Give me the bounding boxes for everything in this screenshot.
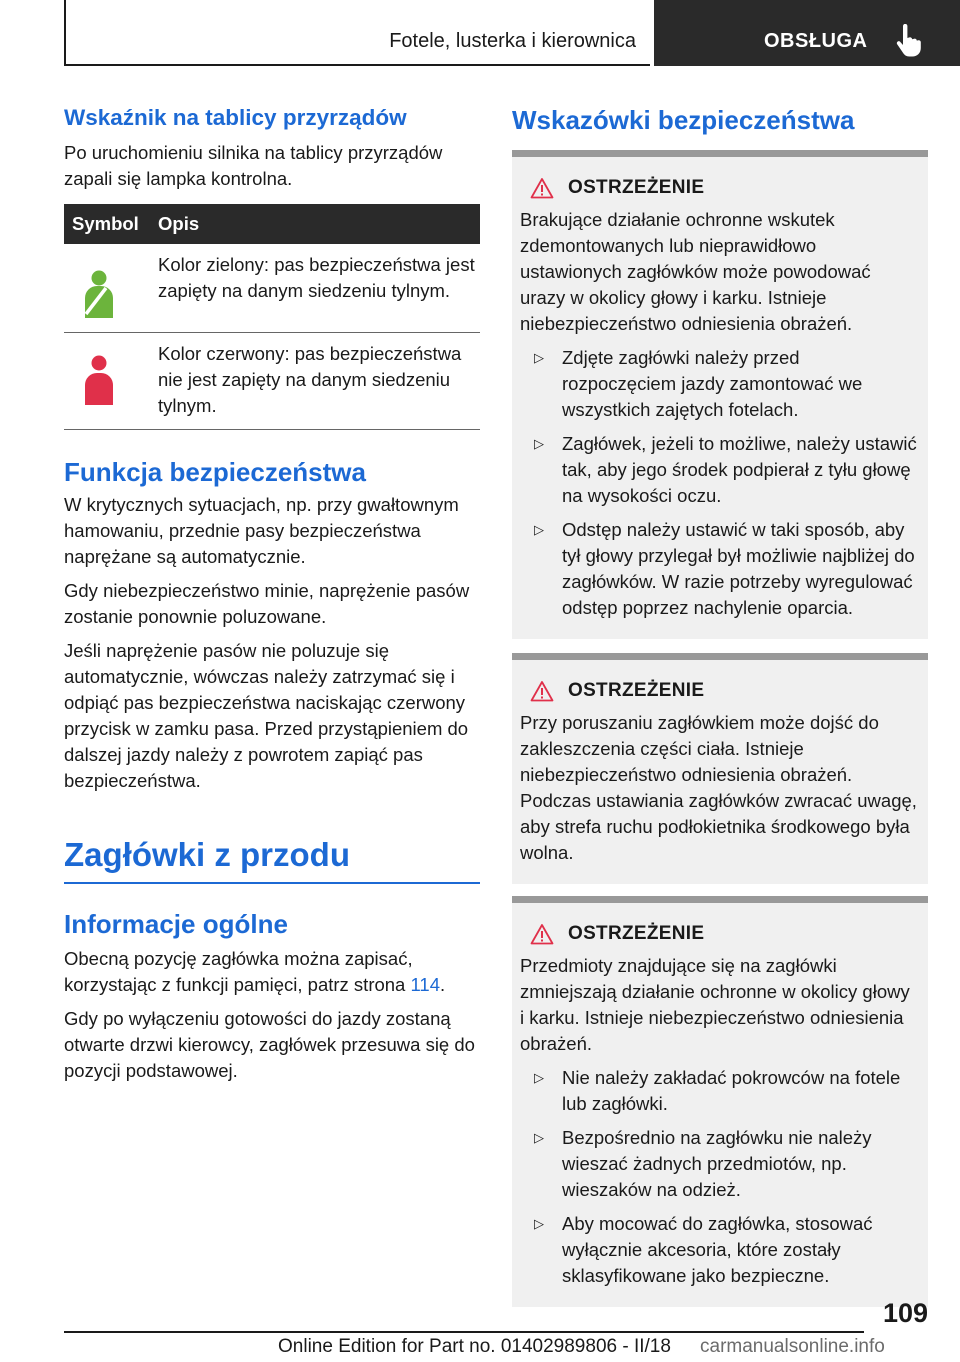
warning-title-text: OSTRZEŻENIE (568, 923, 705, 944)
warning-triangle-icon (530, 923, 554, 945)
warning-title-text: OSTRZEŻENIE (568, 177, 705, 198)
indicator-text: Po uruchomieniu silnika na tablicy przyrządów zapali się lampka kontrolna. (64, 142, 443, 189)
list-item-text: Nie należy zakładać pokrowców na fotele lub zagłówki. (562, 1067, 901, 1114)
table-header-symbol: Symbol (64, 204, 150, 244)
general-paragraph-1-end: . (440, 973, 446, 995)
list-item (520, 1211, 918, 1289)
seatbelt-red-icon (82, 355, 116, 405)
list-item-text: Zagłówek, jeżeli to możliwe, należy ustawić tak, aby jego środek podpierał z tyłu głowę na wysokości oczu. (562, 433, 917, 506)
list-item (520, 345, 918, 423)
warning-triangle-icon (530, 177, 554, 199)
footer-edition: Online Edition for Part no. 01402989806 - II/18 (278, 1336, 671, 1357)
list-item-text: Aby mocować do zagłówka, stosować wyłącznie akcesoria, które zostały sklasyfikowane jako bezpieczne. (562, 1213, 873, 1286)
list-item (520, 517, 918, 621)
warning-box (512, 896, 928, 1307)
headrest-heading: Zagłówki z przodu (64, 835, 350, 873)
list-item (520, 1065, 918, 1117)
table-row (64, 244, 480, 332)
table-cell-symbol (64, 244, 150, 332)
table-header-row (64, 204, 480, 244)
warning-triangle-icon (530, 680, 554, 702)
heading-rule (64, 882, 480, 884)
table-header-description: Opis (150, 204, 480, 244)
header-tab[interactable] (654, 0, 960, 66)
general-info-heading: Informacje ogólne (64, 908, 288, 939)
warning-title (520, 921, 918, 947)
header-section-title: Fotele, lusterka i kierownica (389, 30, 636, 52)
safety-heading: Funkcja bezpieczeństwa (64, 456, 366, 487)
bullet-triangle-icon: ▷ (534, 350, 544, 365)
warning-text: Brakujące działanie ochronne wskutek zdemontowanych lub nieprawidłowo ustawionych zagłówków może powodować urazy w okolicy głowy i karku. Istnieje niebezpieczeństwo odniesienia obrażeń. (520, 209, 871, 334)
table-cell-description: Kolor zielony: pas bezpieczeństwa jest zapięty na danym siedzeniu tylnym. (150, 244, 480, 332)
indicator-heading: Wskaźnik na tablicy przyrządów (64, 105, 407, 130)
right-column (512, 104, 928, 1307)
warning-box (512, 653, 928, 884)
general-paragraph-2: Gdy po wyłączeniu gotowości do jazdy zostaną otwarte drzwi kierowcy, zagłówek przesuwa się do pozycji podstawowej. (64, 1007, 475, 1081)
symbol-table (64, 204, 480, 430)
list-item-text: Zdjęte zagłówki należy przed rozpoczęciem jazdy zamontować we wszystkich zajętych fotelach. (562, 347, 863, 420)
table-cell-symbol (64, 332, 150, 429)
hand-pointing-icon (894, 24, 922, 58)
warning-text: Przedmioty znajdujące się na zagłówki zmniejszają działanie ochronne w okolicy głowy i karku. Istnieje niebezpieczeństwo odniesienia obrażeń. (520, 955, 910, 1054)
table-row (64, 332, 480, 429)
left-column (64, 104, 480, 1084)
page-number: 109 (882, 1298, 928, 1328)
safety-paragraph-2: Gdy niebezpieczeństwo minie, naprężenie pasów zostanie ponownie poluzowane. (64, 579, 470, 627)
safety-paragraph-3: Jeśli naprężenie pasów nie poluzuje się automatycznie, wówczas należy zatrzymać się i odpiąć pas bezpieczeństwa naciskając czerwony przycisk w zamku pasa. Przed przystąpieniem do dalszej jazdy należy z powrotem zapiąć pas bezpieczeństwa. (64, 639, 469, 791)
list-item-text: Bezpośrednio na zagłówku nie należy wieszać żadnych przedmiotów, np. wieszaków na odzież. (562, 1127, 872, 1200)
bullet-triangle-icon: ▷ (534, 1216, 544, 1231)
general-paragraph-1-text: Obecną pozycję zagłówka można zapisać, korzystając z funkcji pamięci, patrz strona (64, 947, 413, 995)
bullet-triangle-icon: ▷ (534, 1070, 544, 1085)
general-paragraph-1 (64, 946, 480, 998)
table-cell-description: Kolor czerwony: pas bezpieczeństwa nie jest zapięty na danym siedzeniu tylnym. (150, 332, 480, 429)
warning-text: Przy poruszaniu zagłówkiem może dojść do zakleszczenia części ciała. Istnieje niebezpieczeństwo odniesienia obrażeń. Podczas ustawiania zagłówków zwracać uwagę, aby strefa ruchu podłokietnika środkowego była wolna. (520, 712, 917, 863)
warning-title (520, 678, 918, 704)
list-item-text: Odstęp należy ustawić w taki sposób, aby tył głowy przylegał był możliwie najbliżej do zagłówków. W razie potrzeby wyregulować odstęp poprzez nachylenie oparcia. (562, 519, 915, 618)
list-item (520, 1125, 918, 1203)
page-reference-link[interactable]: 114 (410, 973, 440, 995)
bullet-triangle-icon: ▷ (534, 436, 544, 451)
safety-paragraph-1: W krytycznych sytuacjach, np. przy gwałtownym hamowaniu, przednie pasy bezpieczeństwa naprężane są automatycznie. (64, 493, 459, 567)
footer-rule (64, 1331, 864, 1333)
bullet-triangle-icon: ▷ (534, 1130, 544, 1145)
seatbelt-green-icon (82, 270, 116, 318)
warning-box (512, 150, 928, 639)
header-tab-label: OBSŁUGA (764, 30, 868, 52)
footer-watermark[interactable]: carmanualsonline.info (700, 1336, 885, 1357)
safety-notes-heading: Wskazówki bezpieczeństwa (512, 105, 855, 135)
warning-title-text: OSTRZEŻENIE (568, 680, 705, 701)
warning-title (520, 175, 918, 201)
list-item (520, 431, 918, 509)
bullet-triangle-icon: ▷ (534, 522, 544, 537)
